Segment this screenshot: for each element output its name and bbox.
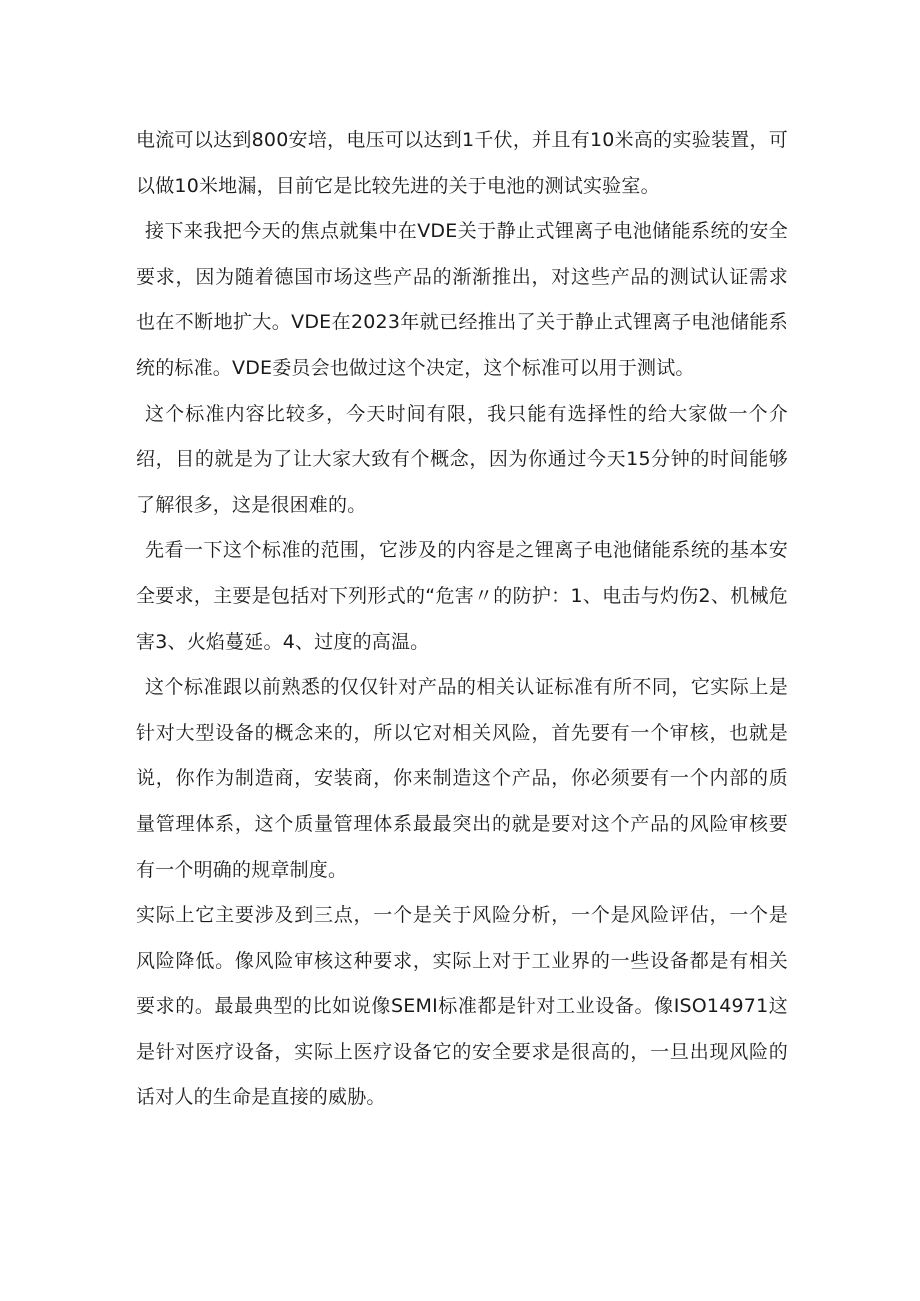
- paragraph-standard-scope: 先看一下这个标准的范围，它涉及的内容是之锂离子电池储能系统的基本安全要求，主要是包括对下列形式的“危害〃的防护：1、电击与灼伤2、机械危害3、火焰蔓延。4、过度的高温。: [136, 539, 788, 653]
- paragraph-standard-overview: 这个标准内容比较多，今天时间有限，我只能有选择性的给大家做一个介绍，目的就是为了让大家大致有个概念，因为你通过今天15分钟的时间能够了解很多，这是很困难的。: [136, 402, 788, 516]
- paragraph-lab-description: 电流可以达到800安培，电压可以达到1千伏，并且有10米高的实验装置，可以做10米地漏，目前它是比较先进的关于电池的测试实验室。: [136, 129, 788, 197]
- paragraph-quality-management: 这个标准跟以前熟悉的仅仅针对产品的相关认证标准有所不同，它实际上是针对大型设备的概念来的，所以它对相关风险，首先要有一个审核，也就是说，你作为制造商，安装商，你来制造这个产品，你必须要有一个内部的质量管理体系，这个质量管理体系最最突出的就是要对这个产品的风险审核要有一个明确的规章制度。: [136, 676, 788, 881]
- document-page: [136, 118, 788, 1121]
- paragraph-risk-analysis: 实际上它主要涉及到三点，一个是关于风险分析，一个是风险评估，一个是风险降低。像风险审核这种要求，实际上对于工业界的一些设备都是有相关要求的。最最典型的比如说像SEMI标准都是针对工业设备。像ISO14971这是针对医疗设备，实际上医疗设备它的安全要求是很高的，一旦出现风险的话对人的生命是直接的威胁。: [136, 904, 788, 1109]
- paragraph-vde-focus: 接下来我把今天的焦点就集中在VDE关于静止式锂离子电池储能系统的安全要求，因为随着德国市场这些产品的渐渐推出，对这些产品的测试认证需求也在不断地扩大。VDE在2023年就已经推出了关于静止式锂离子电池储能系统的标准。VDE委员会也做过这个决定，这个标准可以用于测试。: [136, 220, 788, 379]
